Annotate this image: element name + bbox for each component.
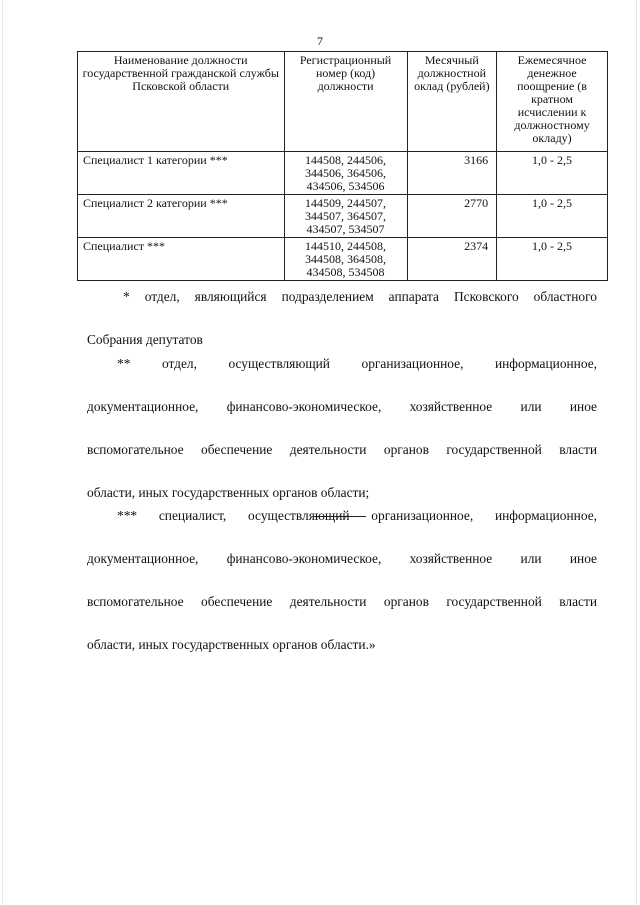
footnote-line: * отдел, являющийся подразделением аппарата Псковского областного [123, 289, 597, 304]
cell-monthly-bonus: 1,0 - 2,5 [497, 195, 608, 238]
footnote-line: документационное, финансово-экономическое, хозяйственное или иное [87, 551, 597, 566]
cell-registration-code: 144510, 244508, 344508, 364508, 434508, 534508 [284, 238, 407, 281]
table-row [78, 152, 608, 195]
footnote-line: вспомогательное обеспечение деятельности органов государственной власти [87, 594, 597, 609]
cell-position-name: Специалист 2 категории *** [78, 195, 285, 238]
cell-monthly-bonus: 1,0 - 2,5 [497, 152, 608, 195]
footnote-line: документационное, финансово-экономическое, хозяйственное или иное [87, 398, 597, 414]
cell-monthly-salary: 3166 [407, 152, 497, 195]
table-row [78, 238, 608, 281]
end-of-text-rule [314, 516, 366, 517]
scan-edge-right [636, 0, 637, 905]
cell-registration-code: 144508, 244506, 344506, 364506, 434506, 534506 [284, 152, 407, 195]
footnote-line: области, иных государственных органов области; [87, 484, 370, 500]
cell-monthly-salary: 2374 [407, 238, 497, 281]
footnote-line: *** специалист, осуществляющий организационное, информационное, [117, 508, 597, 523]
footnote-single-asterisk [87, 286, 597, 351]
scan-edge-left [2, 0, 3, 905]
header-monthly-salary: Месячный должностной оклад (рублей) [407, 52, 497, 152]
cell-monthly-bonus: 1,0 - 2,5 [497, 238, 608, 281]
footnote-line: области, иных государственных органов области.» [87, 637, 376, 652]
footnote-triple-asterisk [87, 505, 597, 656]
footnote-line: вспомогательное обеспечение деятельности органов государственной власти [87, 441, 597, 457]
page-number: 7 [317, 34, 323, 48]
table-row [78, 195, 608, 238]
header-registration-code: Регистрационный номер (код) должности [284, 52, 407, 152]
footnote-line: ** отдел, осуществляющий организационное, информационное, [117, 355, 597, 371]
cell-monthly-salary: 2770 [407, 195, 497, 238]
table-header-row [78, 52, 608, 152]
header-position-name: Наименование должности государственной гражданской службы Псковской области [78, 52, 285, 152]
header-monthly-bonus: Ежемесячное денежное поощрение (в кратном исчислении к должностному окладу) [497, 52, 608, 152]
cell-position-name: Специалист 1 категории *** [78, 152, 285, 195]
footnotes [87, 286, 597, 656]
salary-table [77, 51, 608, 281]
cell-registration-code: 144509, 244507, 344507, 364507, 434507, 534507 [284, 195, 407, 238]
footnote-double-asterisk [87, 353, 597, 504]
footnote-line: Собрания депутатов [87, 332, 203, 347]
cell-position-name: Специалист *** [78, 238, 285, 281]
